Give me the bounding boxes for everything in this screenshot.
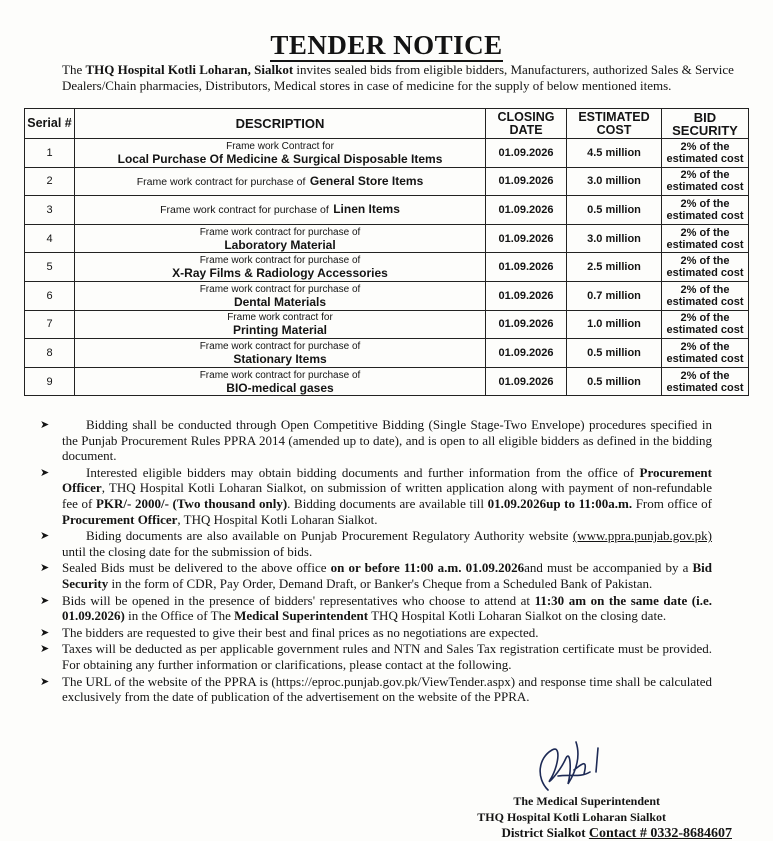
description-cell — [75, 339, 486, 368]
list-item: ➤ Bids will be opened in the presence of bidders' representatives who choose to attend at 11:30 am on the same date (i.e. 01.09.2026) in the Office of The Medical Superintendent THQ Hospital Kotli Loharan Sialkot on the closing date. — [40, 592, 712, 624]
description-cell — [75, 139, 486, 168]
description-item: Stationary Items — [233, 351, 327, 366]
serial-cell: 9 — [25, 367, 75, 396]
list-item: ➤ Bidding shall be conducted through Open Competitive Bidding (Single Stage-Two Envelope) procedures specified in the Punjab Procurement Rules PPRA 2014 (amended up to date), and is open to all eligible bidders as defined in the bidding document. — [40, 417, 712, 464]
arrow-bullet-icon: ➤ — [40, 561, 50, 575]
closing-date-cell: 01.09.2026 — [486, 339, 567, 368]
description-prefix: Frame work contract for purchase of — [199, 226, 361, 238]
list-item: ➤ The URL of the website of the PPRA is (https://eproc.punjab.gov.pk/ViewTender.aspx) and response time shall be calculated exclusively from the date of publication of the advertisement on the website of the PPRA. — [40, 673, 712, 705]
closing-date-cell: 01.09.2026 — [486, 310, 567, 339]
header-closing-date: CLOSING DATE — [486, 109, 567, 139]
table-row — [25, 253, 749, 282]
bid-security-cell: 2% of the estimated cost — [662, 339, 749, 368]
description-item: General Store Items — [309, 173, 424, 188]
description-prefix: Frame work contract for purchase of — [199, 283, 361, 295]
description-prefix: Frame work Contract for — [226, 140, 334, 152]
intro-paragraph: The THQ Hospital Kotli Loharan, Sialkot invites sealed bids from eligible bidders, Manufacturers, authorized Sales & Service Dealers/Chain pharmacies, Distributors, Medical stores in case of medicine for the supply of below mentioned items. — [62, 62, 734, 93]
description-cell — [75, 310, 486, 339]
bid-security-cell: 2% of the estimated cost — [662, 253, 749, 282]
estimated-cost-cell: 0.7 million — [567, 281, 662, 310]
header-bid-security: BID SECURITY — [662, 109, 749, 139]
table-row — [25, 339, 749, 368]
header-estimated-cost: ESTIMATED COST — [567, 109, 662, 139]
closing-date-cell: 01.09.2026 — [486, 139, 567, 168]
table-row — [25, 139, 749, 168]
estimated-cost-cell: 3.0 million — [567, 167, 662, 196]
arrow-bullet-icon: ➤ — [40, 642, 50, 656]
bid-security-cell: 2% of the estimated cost — [662, 310, 749, 339]
arrow-bullet-icon: ➤ — [40, 465, 50, 479]
description-cell — [75, 281, 486, 310]
closing-date-cell: 01.09.2026 — [486, 224, 567, 253]
ppra-website-link[interactable]: (www.ppra.punjab.gov.pk) — [572, 528, 712, 544]
table-row — [25, 224, 749, 253]
description-cell — [75, 224, 486, 253]
serial-cell: 1 — [25, 139, 75, 168]
description-item: Local Purchase Of Medicine & Surgical Disposable Items — [117, 151, 443, 166]
header-serial: Serial # — [25, 109, 75, 139]
bid-security-cell: 2% of the estimated cost — [662, 367, 749, 396]
terms-list — [40, 417, 713, 706]
bid-security-cell: 2% of the estimated cost — [662, 281, 749, 310]
handwritten-signature-icon — [518, 728, 608, 798]
description-item: Dental Materials — [233, 294, 327, 309]
closing-date-cell: 01.09.2026 — [486, 253, 567, 282]
description-cell — [75, 196, 486, 225]
description-prefix: Frame work contract for purchase of — [199, 340, 361, 352]
bid-security-cell: 2% of the estimated cost — [662, 167, 749, 196]
arrow-bullet-icon: ➤ — [40, 674, 50, 688]
closing-date-cell: 01.09.2026 — [486, 367, 567, 396]
estimated-cost-cell: 4.5 million — [567, 139, 662, 168]
serial-cell: 7 — [25, 310, 75, 339]
table-row — [25, 281, 749, 310]
description-prefix: Frame work contract for purchase of — [199, 369, 361, 381]
bid-security-cell: 2% of the estimated cost — [662, 224, 749, 253]
estimated-cost-cell: 0.5 million — [567, 196, 662, 225]
table-header-row — [25, 109, 749, 139]
description-prefix: Frame work contract for purchase of — [199, 255, 361, 267]
description-prefix: Frame work contract for — [227, 312, 333, 324]
description-item: Printing Material — [232, 323, 327, 338]
contact-number: Contact # 0332-8684607 — [588, 826, 732, 841]
description-item: X-Ray Films & Radiology Accessories — [172, 266, 388, 281]
table-row — [25, 310, 749, 339]
bid-security-cell: 2% of the estimated cost — [662, 196, 749, 225]
signatory-title: The Medical Superintendent — [513, 794, 660, 808]
arrow-bullet-icon: ➤ — [40, 418, 50, 431]
table-row — [25, 196, 749, 225]
signatory-office: THQ Hospital Kotli Loharan Sialkot — [477, 810, 666, 824]
description-prefix: Frame work contract for purchase of — [136, 175, 306, 188]
description-prefix: Frame work contract for purchase of — [160, 204, 329, 217]
arrow-bullet-icon: ➤ — [40, 529, 50, 543]
estimated-cost-cell: 3.0 million — [567, 224, 662, 253]
header-description: DESCRIPTION — [75, 109, 486, 139]
signatory-district: District Sialkot Contact # 0332-8684607 — [501, 825, 732, 841]
closing-date-cell: 01.09.2026 — [486, 281, 567, 310]
description-cell — [75, 167, 486, 196]
serial-cell: 8 — [25, 339, 75, 368]
table-row — [25, 367, 749, 396]
description-item: BIO-medical gases — [226, 380, 334, 395]
list-item: ➤ Interested eligible bidders may obtain bidding documents and further information from the office of Procurement Officer, THQ Hospital Kotli Loharan Sialkot, on submission of written application along with payment of non-refundable fee of PKR/- 2000/- (Two thousand only). Bidding documents are available till 01.09.2026up to 11:00a.m. From office of Procurement Officer, THQ Hospital Kotli Loharan Sialkot. — [40, 464, 713, 527]
list-item: ➤ Taxes will be deducted as per applicable government rules and NTN and Sales Tax registration certificate must be provided. For obtaining any further information or clarifications, please contact at the following. — [40, 641, 712, 672]
arrow-bullet-icon: ➤ — [40, 593, 50, 607]
estimated-cost-cell: 0.5 million — [567, 339, 662, 368]
tender-table — [24, 108, 749, 396]
description-item: Linen Items — [333, 202, 400, 217]
estimated-cost-cell: 0.5 million — [567, 367, 662, 396]
serial-cell: 3 — [25, 196, 75, 225]
bid-security-cell: 2% of the estimated cost — [662, 139, 749, 168]
serial-cell: 5 — [25, 253, 75, 282]
hospital-name: THQ Hospital Kotli Loharan, Sialkot — [85, 62, 294, 77]
arrow-bullet-icon: ➤ — [40, 625, 50, 639]
list-item: ➤ The bidders are requested to give their best and final prices as no negotiations are expected. — [40, 624, 539, 640]
description-item: Laboratory Material — [224, 237, 336, 252]
list-item: ➤ Sealed Bids must be delivered to the above office on or before 11:00 a.m. 01.09.2026and must be accompanied by a Bid Security in the form of CDR, Pay Order, Demand Draft, or Banker's Cheque from a Scheduled Bank of Pakistan. — [40, 560, 712, 591]
notice-title: TENDER NOTICE — [270, 30, 503, 60]
estimated-cost-cell: 1.0 million — [567, 310, 662, 339]
description-cell — [75, 253, 486, 282]
table-row — [25, 167, 749, 196]
description-cell — [75, 367, 486, 396]
list-item: ➤ Biding documents are also available on Punjab Procurement Regulatory Authority website (www.ppra.punjab.gov.pk) until the closing date for the submission of bids. — [40, 528, 712, 559]
closing-date-cell: 01.09.2026 — [486, 196, 567, 225]
serial-cell: 6 — [25, 281, 75, 310]
estimated-cost-cell: 2.5 million — [567, 253, 662, 282]
serial-cell: 2 — [25, 167, 75, 196]
serial-cell: 4 — [25, 224, 75, 253]
closing-date-cell: 01.09.2026 — [486, 167, 567, 196]
signature-block — [432, 793, 732, 841]
